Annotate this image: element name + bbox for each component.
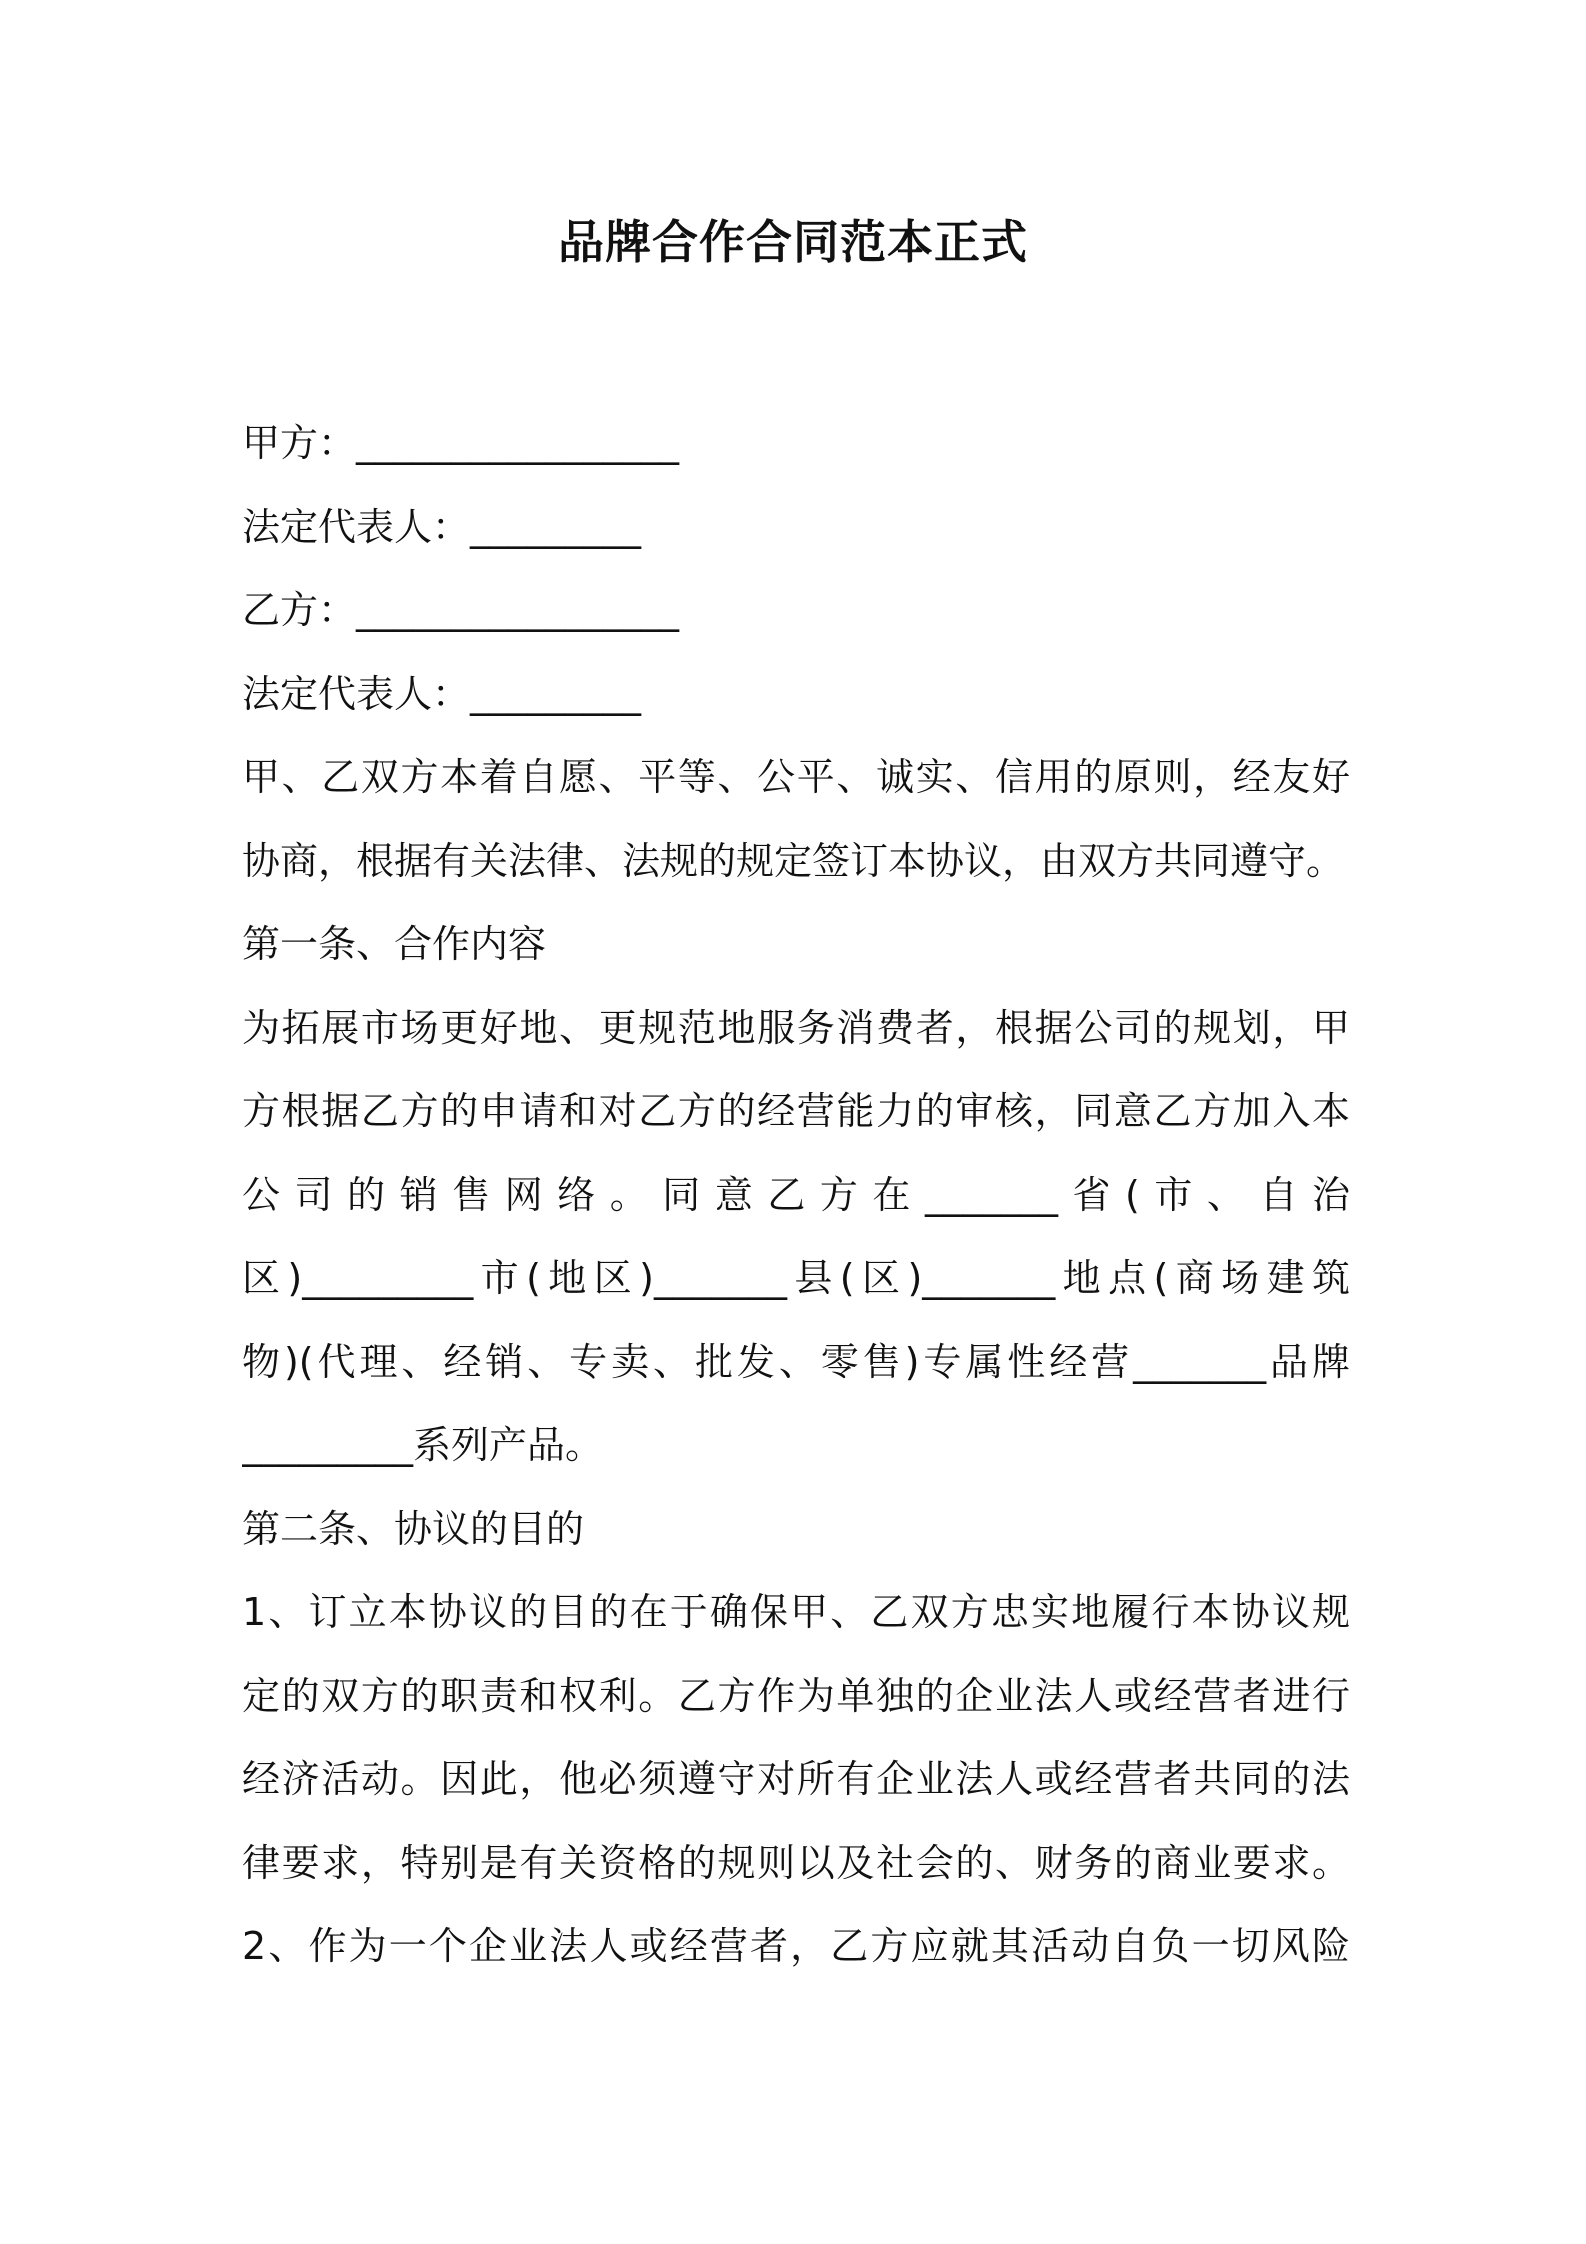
article-2-heading: 第二条、协议的目的 xyxy=(242,1506,585,1551)
article-2-line-5: 2、作为一个企业法人或经营者，乙方应就其活动自负一切风险 xyxy=(242,1924,1350,1968)
party-b-representative-line: 法定代表人：_________ xyxy=(242,671,642,716)
intro-paragraph-line-2: 协商，根据有关法律、法规的规定签订本协议，由双方共同遵守。 xyxy=(242,838,1345,883)
article-2-line-3: 经济活动。因此，他必须遵守对所有企业法人或经营者共同的法 xyxy=(242,1757,1350,1801)
article-1-line-3: 公司的销售网络。同意乙方在_______省(市、自治 xyxy=(242,1172,1350,1217)
party-a-representative-line: 法定代表人：_________ xyxy=(242,504,642,549)
article-1-line-5: 物)(代理、经销、专卖、批发、零售)专属性经营_______品牌 xyxy=(242,1339,1350,1384)
party-b-line: 乙方：_________________ xyxy=(242,588,680,632)
intro-paragraph-line-1: 甲、乙双方本着自愿、平等、公平、诚实、信用的原则，经友好 xyxy=(242,755,1350,799)
party-a-line: 甲方：_________________ xyxy=(242,421,680,465)
article-2-line-4: 律要求，特别是有关资格的规则以及社会的、财务的商业要求。 xyxy=(242,1840,1350,1885)
document-body xyxy=(242,402,1350,1989)
article-1-line-2: 方根据乙方的申请和对乙方的经营能力的审核，同意乙方加入本 xyxy=(242,1089,1350,1133)
article-1-line-4: 区)_________市(地区)_______县(区)_______地点(商场建筑 xyxy=(242,1256,1350,1300)
article-2-line-2: 定的双方的职责和权利。乙方作为单独的企业法人或经营者进行 xyxy=(242,1673,1350,1718)
article-2-line-1: 1、订立本协议的目的在于确保甲、乙双方忠实地履行本协议规 xyxy=(242,1590,1350,1634)
article-1-line-6: _________系列产品。 xyxy=(242,1423,604,1467)
article-1-heading: 第一条、合作内容 xyxy=(242,922,547,966)
article-1-line-1: 为拓展市场更好地、更规范地服务消费者，根据公司的规划，甲 xyxy=(242,1005,1350,1050)
document-title: 品牌合作合同范本正式 xyxy=(558,215,1028,269)
